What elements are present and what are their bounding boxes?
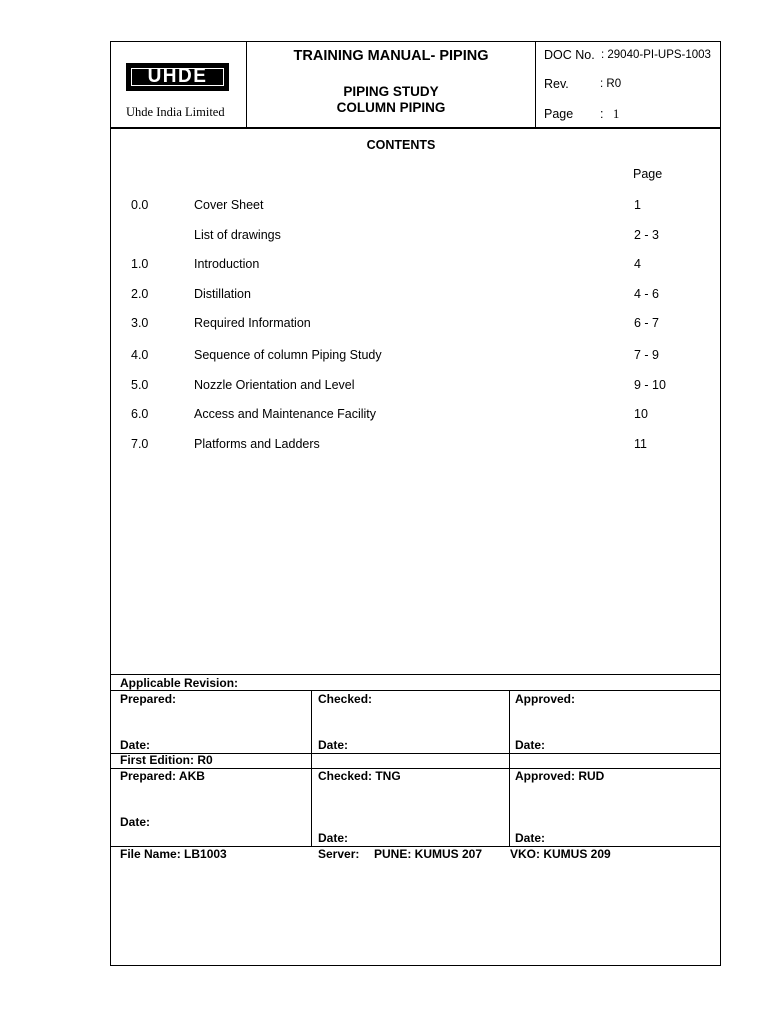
uhde-logo — [126, 63, 229, 91]
toc-title: Access and Maintenance Facility — [194, 407, 377, 421]
toc-number: 4.0 — [131, 348, 149, 362]
server-pune: PUNE: KUMUS 207 — [374, 847, 483, 861]
toc-page: 6 - 7 — [634, 316, 660, 330]
server-vko: VKO: KUMUS 209 — [510, 847, 611, 861]
subtitle-piping-study: PIPING STUDY — [343, 84, 439, 99]
toc-number: 6.0 — [131, 407, 149, 421]
toc-page: 1 — [634, 198, 641, 212]
date-label-approved: Date: — [515, 738, 546, 752]
toc-page: 2 - 3 — [634, 228, 660, 242]
document-frame — [110, 41, 721, 966]
revision-rule-2 — [111, 690, 720, 691]
toc-number: 3.0 — [131, 316, 149, 330]
toc-number: 1.0 — [131, 257, 149, 271]
toc-page: 4 — [634, 257, 641, 271]
toc-page: 7 - 9 — [634, 348, 660, 362]
toc-page: 4 - 6 — [634, 287, 660, 301]
revision-label: Rev. — [544, 77, 569, 91]
page-column-header: Page — [633, 167, 663, 181]
toc-title: List of drawings — [194, 228, 281, 242]
toc-title: Required Information — [194, 316, 311, 330]
toc-title: Cover Sheet — [194, 198, 264, 212]
toc-number: 5.0 — [131, 378, 149, 392]
page-label: Page — [544, 107, 574, 121]
toc-number: 0.0 — [131, 198, 149, 212]
checked-by: Checked: TNG — [318, 769, 401, 783]
server-label: Server: — [318, 847, 360, 861]
date-label-first-checked: Date: — [318, 831, 349, 845]
applicable-revision-label: Applicable Revision: — [120, 676, 239, 690]
approved-label: Approved: — [515, 692, 575, 706]
toc-title: Platforms and Ladders — [194, 437, 320, 451]
prepared-label: Prepared: — [120, 692, 177, 706]
doc-number-label: DOC No. — [544, 48, 595, 62]
prepared-by: Prepared: AKB — [120, 769, 205, 783]
date-label-checked: Date: — [318, 738, 349, 752]
toc-title: Nozzle Orientation and Level — [194, 378, 355, 392]
checked-label: Checked: — [318, 692, 373, 706]
manual-title: TRAINING MANUAL- PIPING — [293, 48, 489, 64]
contents-heading: CONTENTS — [366, 138, 436, 152]
toc-page: 10 — [634, 407, 648, 421]
page-number: 1 — [613, 107, 620, 121]
date-label-first-prepared: Date: — [120, 815, 151, 829]
revision-top-rule — [111, 674, 720, 675]
toc-page: 9 - 10 — [634, 378, 666, 392]
toc-number: 2.0 — [131, 287, 149, 301]
revision-value: : R0 — [600, 78, 622, 90]
subtitle-column-piping: COLUMN PIPING — [336, 100, 446, 115]
doc-number-value: : 29040-PI-UPS-1003 — [601, 49, 711, 61]
toc-title: Sequence of column Piping Study — [194, 348, 382, 362]
toc-number: 7.0 — [131, 437, 149, 451]
company-name: Uhde India Limited — [126, 105, 225, 119]
logo-text: UHDE — [147, 65, 208, 88]
approved-by: Approved: RUD — [515, 769, 605, 783]
first-edition-label: First Edition: R0 — [120, 753, 213, 767]
date-label-prepared: Date: — [120, 738, 151, 752]
header-divider-right — [535, 42, 536, 127]
toc-title: Distillation — [194, 287, 251, 301]
toc-page: 11 — [634, 437, 647, 451]
toc-title: Introduction — [194, 257, 260, 271]
page-colon: : — [600, 107, 604, 121]
date-label-first-approved: Date: — [515, 831, 546, 845]
file-name: File Name: LB1003 — [120, 847, 227, 861]
header-bottom-rule — [111, 127, 720, 129]
